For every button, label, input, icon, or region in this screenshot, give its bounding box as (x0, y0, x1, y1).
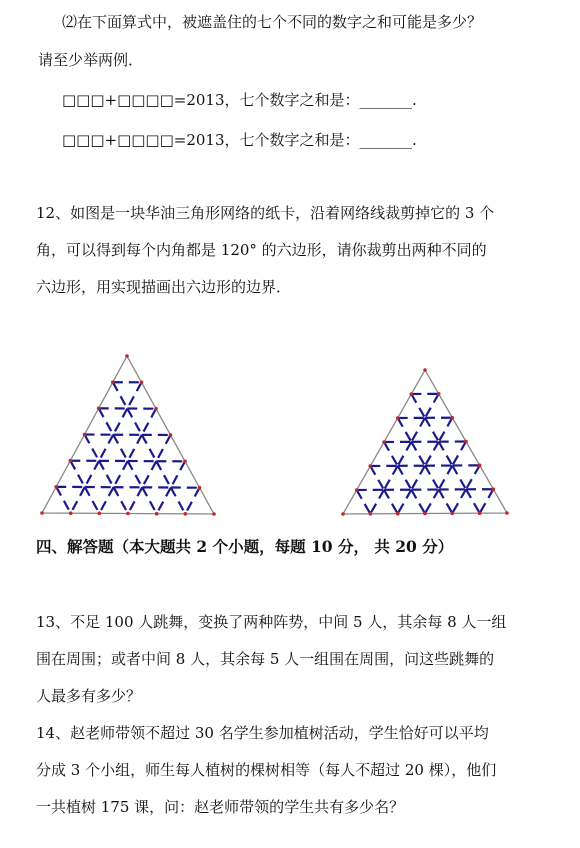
right-triangle-vertex (410, 392, 414, 396)
right-triangle-vertex (382, 440, 386, 444)
right-triangle-vertex (423, 368, 427, 372)
right-triangle-vertex (478, 511, 482, 515)
left-triangle-vertex (98, 512, 102, 516)
left-triangle-vertex (83, 433, 87, 437)
left-triangle-vertex (111, 380, 115, 384)
q13-line2: 围在周围；或者中间 8 人，其余每 5 人一组围在周围，问这些跳舞的 (36, 650, 495, 668)
left-triangle-vertex (97, 407, 101, 411)
left-triangle-outline (42, 356, 214, 514)
q11-2-example-2: □□□+□□□□=2013，七个数字之和是：_______. (62, 131, 417, 149)
right-triangle-vertex (451, 416, 455, 420)
q14-line1: 14、赵老师带领不超过 30 名学生参加植树活动，学生恰好可以平均 (36, 724, 489, 742)
q14-line2: 分成 3 个小组，师生每人植树的棵树相等（每人不超过 20 棵），他们 (36, 761, 497, 779)
left-triangle-vertex (212, 512, 216, 516)
left-triangle-vertex (184, 512, 188, 516)
right-triangle-vertex (505, 511, 509, 515)
left-triangle-vertex (125, 354, 129, 358)
right-triangle-vertex (423, 512, 427, 516)
q11-2-prompt-line1: ⑵在下面算式中，被遮盖住的七个不同的数字之和可能是多少？ (62, 13, 483, 31)
right-triangle-outline (343, 370, 507, 514)
left-triangle-vertex (198, 486, 202, 490)
q11-2-prompt-line2: 请至少举两例． (38, 51, 144, 69)
q13-line1: 13、不足 100 人跳舞，变换了两种阵势，中间 5 人，其余每 8 人一组 (36, 613, 507, 631)
left-triangle-vertex (69, 511, 73, 515)
right-triangle-vertex (396, 416, 400, 420)
left-triangle-vertex (54, 485, 58, 489)
left-triangle-vertex (40, 511, 44, 515)
right-triangle-vertex (437, 392, 441, 396)
q12-line2: 角，可以得到每个内角都是 120° 的六边形，请你裁剪出两种不同的 (36, 241, 487, 259)
left-triangle-vertex (183, 460, 187, 464)
right-triangle-vertex (396, 512, 400, 516)
right-triangle-vertex (451, 512, 455, 516)
right-triangle-vertex (369, 512, 373, 516)
right-triangle-vertex (464, 440, 468, 444)
right-triangle-vertex (492, 487, 496, 491)
left-triangle-vertex (69, 459, 73, 463)
right-triangle-vertex (355, 488, 359, 492)
q11-2-example-1: □□□+□□□□=2013，七个数字之和是：_______. (62, 91, 417, 109)
right-triangle-vertex (478, 464, 482, 468)
q14-line3: 一共植树 175 课，问：赵老师带领的学生共有多少名？ (36, 798, 405, 816)
q12-line3: 六边形，用实现描画出六边形的边界． (36, 278, 292, 296)
right-triangle-vertex (341, 512, 345, 516)
left-triangle-vertex (154, 407, 158, 411)
left-triangle-vertex (140, 381, 144, 385)
left-triangle-vertex (155, 512, 159, 516)
left-triangle-vertex (169, 433, 173, 437)
q12-line1: 12、如图是一块华油三角形网络的纸卡，沿着网络线裁剪掉它的 3 个 (36, 204, 495, 222)
q13-line3: 人最多有多少？ (36, 687, 142, 705)
section-4-heading: 四、解答题（本大题共 2 个小题，每题 10 分， 共 20 分） (36, 537, 454, 556)
right-triangle-vertex (369, 464, 373, 468)
left-triangle-vertex (126, 512, 130, 516)
